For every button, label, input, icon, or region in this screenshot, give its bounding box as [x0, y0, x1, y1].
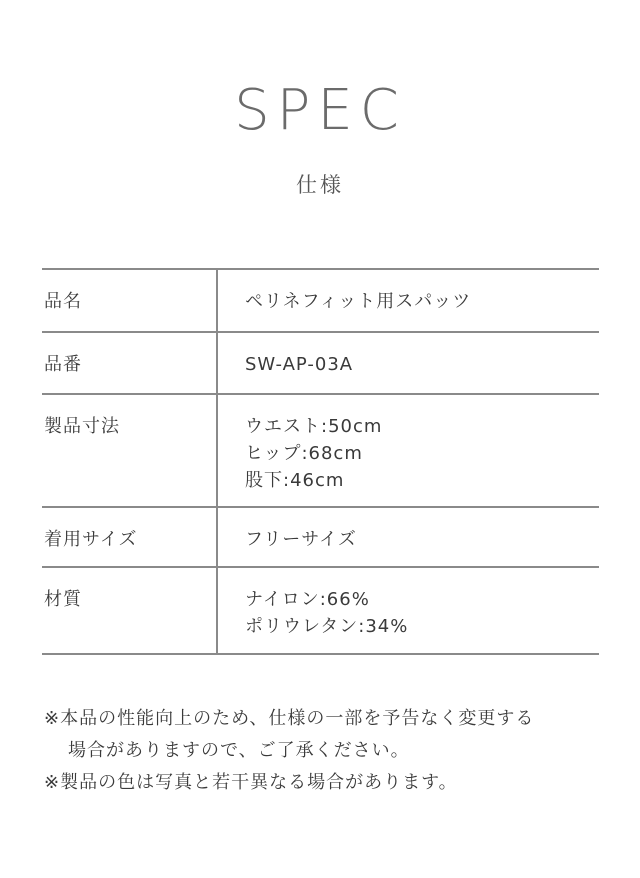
spec-row-dimensions — [42, 395, 599, 508]
spec-row-material — [42, 568, 599, 655]
spec-label: 材質 — [42, 568, 218, 653]
spec-label: 品名 — [42, 270, 218, 331]
spec-value-line: ヒップ:68cm — [245, 443, 363, 464]
spec-table — [42, 268, 599, 655]
notes — [44, 703, 604, 799]
spec-label: 品番 — [42, 333, 218, 393]
spec-label: 着用サイズ — [42, 508, 218, 566]
spec-value — [218, 395, 599, 506]
spec-value-line: ポリウレタン:34% — [245, 616, 409, 637]
page-subtitle: 仕様 — [296, 173, 344, 197]
spec-value-line: 股下:46cm — [245, 470, 345, 491]
note-line: 場合がありますので、ご了承ください。 — [68, 740, 410, 761]
spec-value — [218, 270, 599, 331]
spec-value-line: ウエスト:50cm — [245, 416, 383, 437]
spec-row-size — [42, 508, 599, 568]
spec-value-line: フリーサイズ — [245, 529, 357, 550]
note-line: ※製品の色は写真と若干異なる場合があります。 — [44, 772, 458, 793]
spec-value — [218, 568, 599, 653]
page-title: SPEC — [234, 78, 406, 143]
note-line: ※本品の性能向上のため、仕様の一部を予告なく変更する — [44, 708, 535, 729]
spec-value-line: SW-AP-03A — [245, 354, 354, 375]
spec-value — [218, 508, 599, 566]
spec-row-product-name — [42, 270, 599, 333]
spec-value-line: ペリネフィット用スパッツ — [245, 291, 472, 312]
spec-value — [218, 333, 599, 393]
spec-label: 製品寸法 — [42, 395, 218, 506]
spec-row-product-number — [42, 333, 599, 395]
spec-value-line: ナイロン:66% — [245, 589, 370, 610]
